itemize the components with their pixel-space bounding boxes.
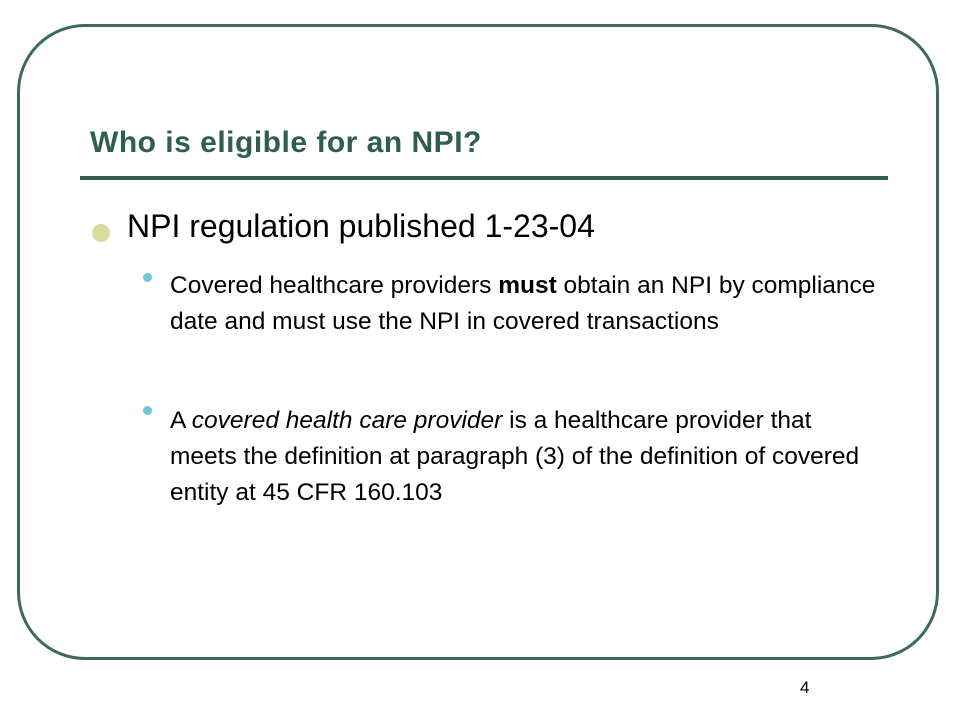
- sub-bullet-must-obtain: [170, 268, 882, 340]
- sub-bullet-definition: [170, 403, 882, 511]
- bullet-regulation: NPI regulation published 1-23-04: [127, 208, 595, 244]
- slide-title: Who is eligible for an NPI?: [90, 126, 482, 159]
- sub-bullet-text: Covered healthcare providers: [170, 272, 499, 299]
- title-underline: [80, 176, 888, 180]
- level1-bullet-dot: [92, 224, 110, 242]
- emphasis-must: must: [498, 272, 557, 299]
- sub-bullet-text: is a healthcare provider that meets the definition at paragraph (3) of the definition of covered entity at 45 CFR 160.103: [170, 407, 860, 506]
- level2-bullet-dot: [143, 273, 152, 282]
- sub-bullet-text: obtain an NPI by compliance date and must use the NPI in covered transactions: [170, 272, 876, 335]
- defined-term: covered health care provider: [191, 407, 503, 434]
- slide-frame: [17, 24, 939, 660]
- page-number: 4: [800, 678, 810, 697]
- sub-bullet-text: A: [170, 407, 192, 434]
- level2-bullet-dot: [143, 406, 152, 415]
